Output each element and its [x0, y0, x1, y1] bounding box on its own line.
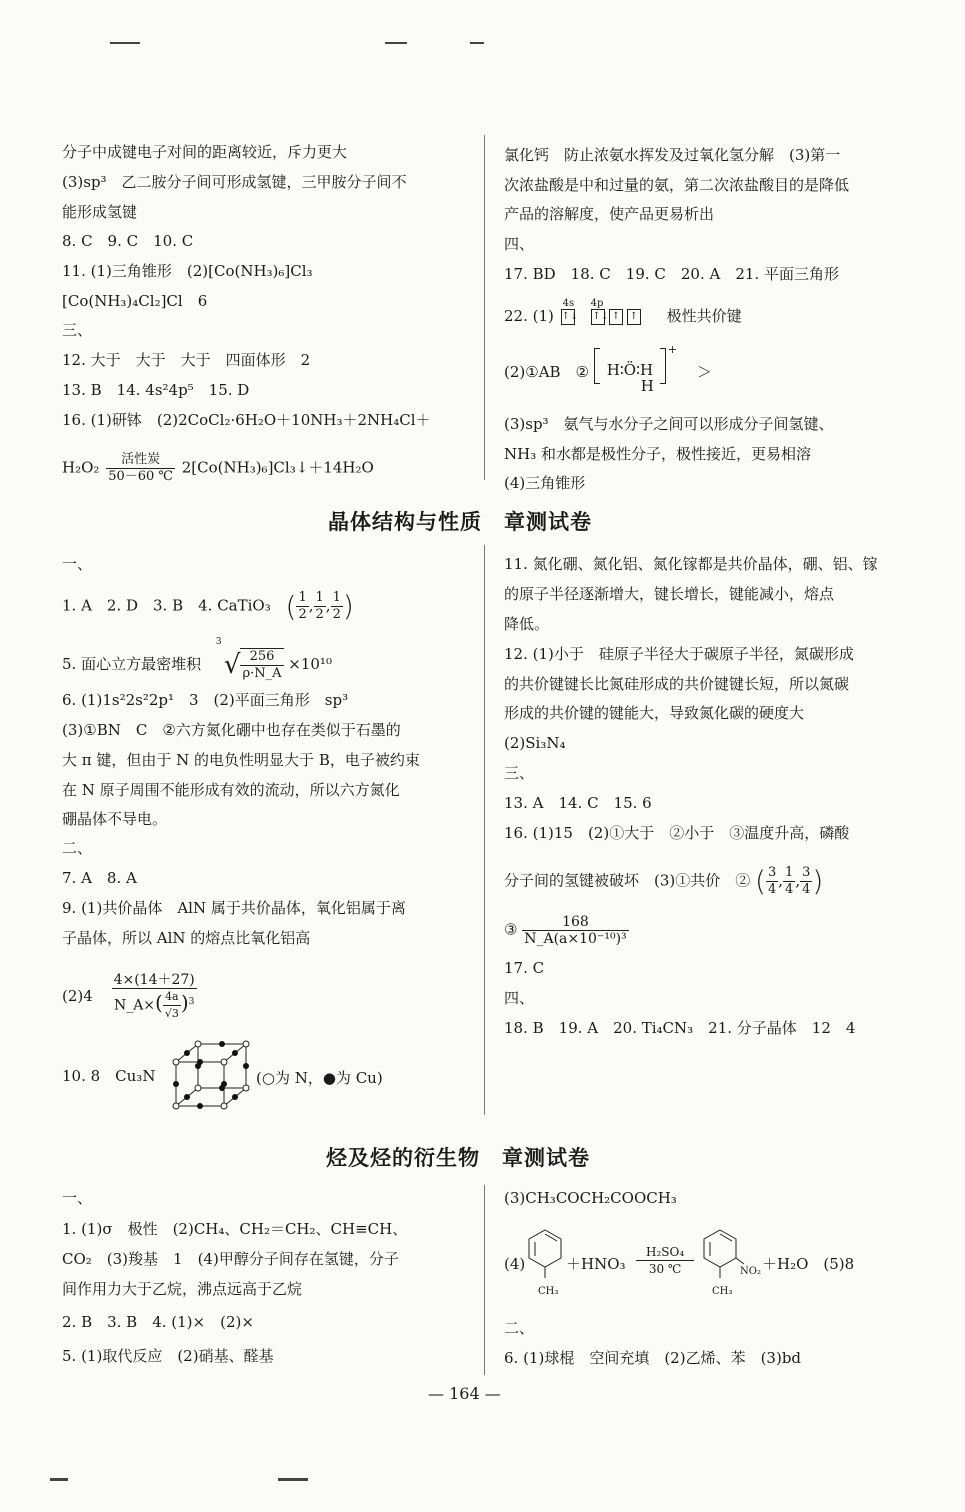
- answer-text: (2)①AB ②: [504, 363, 589, 381]
- text-line: 17. BD 18. C 19. C 20. A 21. 平面三角形: [504, 265, 839, 283]
- reactant: H₂O₂: [62, 458, 100, 477]
- section-marker: 三、: [504, 764, 535, 782]
- numerator: 256: [240, 649, 283, 666]
- text-line: 6. (1)1s²2s²2p¹ 3 (2)平面三角形 sp³: [62, 691, 349, 709]
- legend-note: (○为 N，●为 Cu): [256, 1069, 383, 1087]
- text-line: 能形成氢键: [62, 203, 138, 221]
- text-line: 间作用力大于乙烷，沸点远高于乙烷: [62, 1280, 303, 1298]
- section-title: 晶体结构与性质 章测试卷: [328, 509, 592, 534]
- comparison: ＞: [696, 363, 712, 381]
- column-divider: [484, 545, 485, 1115]
- text-line: 1. A 2. D 3. B 4. CaTiO₃ ( $\frac{1}{2}$ , $\frac{1}{2}$ , $\frac{1}{2}$ ): [62, 589, 354, 623]
- section-marker: 一、: [62, 555, 93, 573]
- text-line: (3)sp³ 乙二胺分子间可形成氢键，三甲胺分子间不: [62, 173, 407, 191]
- scan-mark: [278, 1478, 308, 1481]
- text-line: [62, 637, 332, 682]
- scan-mark: [470, 42, 484, 44]
- answer-text: 5. 面心立方最密堆积: [62, 655, 202, 673]
- text-line: 13. B 14. 4s²4p⁵ 15. D: [62, 381, 250, 399]
- answer-text: ③: [504, 920, 518, 939]
- orbital-label: 4p: [590, 298, 604, 309]
- catalyst: H₂SO₄: [636, 1244, 694, 1261]
- section-marker: 四、: [504, 235, 535, 253]
- ion-charge: +: [667, 343, 678, 356]
- bond-type: 极性共价键: [666, 307, 742, 325]
- orbital-box: ↑↓: [561, 309, 575, 325]
- orbital-boxes: [561, 298, 640, 326]
- text-line: 的共价键键长比氮硅形成的共价键键长短，所以氮碳: [504, 675, 850, 693]
- lewis-bracket: [594, 343, 678, 395]
- text-line: 5. (1)取代反应 (2)硝基、醛基: [62, 1347, 274, 1365]
- section-marker: 四、: [504, 989, 535, 1007]
- text-line: CO₂ (3)羧基 1 (4)甲醇分子间存在氢键，分子: [62, 1250, 399, 1268]
- text-line: 9. (1)共价晶体 AlN 属于共价晶体，氧化铝属于离: [62, 899, 406, 917]
- reagent: ＋HNO₃: [566, 1255, 626, 1273]
- text-line: 子晶体，所以 AlN 的熔点比氧化铝高: [62, 929, 311, 947]
- text-line: 氯化钙 防止浓氨水挥发及过氧化氢分解 (3)第一: [504, 146, 841, 164]
- text-line: (3)sp³ 氨气与水分子之间可以形成分子间氢键、: [504, 415, 834, 433]
- text-line: NH₃ 和水都是极性分子，极性接近，更易相溶: [504, 445, 811, 463]
- density-formula: 4×(14＋27) N_A×( $\frac{4a}{√3}$ )$^3$: [113, 972, 195, 1020]
- text-line: 16. (1)15 (2)①大于 ②小于 ③温度升高，磷酸: [504, 824, 850, 842]
- scan-mark: [110, 42, 140, 44]
- text-line: 的原子半径逐渐增大，键长增长，键能减小，熔点: [504, 585, 835, 603]
- text-line: 降低。: [504, 615, 550, 633]
- denominator: ρ·N_A: [242, 666, 282, 681]
- density-formula: [522, 914, 628, 947]
- text-line: 硼晶体不导电。: [62, 810, 168, 828]
- product: ＋H₂O (5)8: [762, 1255, 855, 1273]
- text-line: 大 π 键，但由于 N 的电负性明显大于 B，电子被约束: [62, 751, 420, 769]
- orbital-box: ↑: [627, 309, 641, 325]
- lewis-hydrogen: H: [640, 377, 654, 395]
- text-line: 1. (1)σ 极性 (2)CH₄、CH₂＝CH₂、CH≡CH、: [62, 1220, 408, 1238]
- crystal-cell-diagram: [170, 1040, 260, 1112]
- root-index: 3: [215, 637, 222, 647]
- orbital-diagram-line: [504, 298, 742, 326]
- temperature: 50－60 ℃: [108, 469, 173, 484]
- text-line: 形成的共价键的键能大，导致氮化碳的硬度大: [504, 704, 805, 722]
- text-line: (4)三角锥形: [504, 474, 586, 492]
- product: 2[Co(NH₃)₆]Cl₃↓＋14H₂O: [181, 458, 374, 477]
- text-line: 8. C 9. C 10. C: [62, 232, 194, 250]
- section-marker: 三、: [62, 321, 93, 339]
- column-divider: [484, 135, 485, 480]
- denominator: N_A×: [113, 997, 156, 1014]
- section-title: 烃及烃的衍生物 章测试卷: [326, 1145, 590, 1170]
- nitro-label: NO₂: [740, 1266, 761, 1277]
- text-line: (3)①BN C ②六方氮化硼中也存在类似于石墨的: [62, 721, 401, 739]
- cube-root: 3 √ $\frac{256}{\rho\cdot N\_A}$: [224, 648, 284, 682]
- catalyst: 活性炭: [106, 452, 175, 469]
- section-marker: 二、: [504, 1319, 535, 1337]
- reaction-equation: [62, 452, 374, 485]
- multiplier: ×10¹⁰: [288, 655, 332, 673]
- text-line: 12. 大于 大于 大于 四面体形 2: [62, 351, 311, 369]
- text-line: 13. A 14. C 15. 6: [504, 794, 652, 812]
- text-line: 10. 8 Cu₃N: [62, 1067, 156, 1085]
- text-line: 分子中成键电子对间的距离较近，斥力更大: [62, 143, 348, 161]
- column-divider: [484, 1185, 485, 1375]
- reaction-equation: [504, 1254, 525, 1274]
- reaction-condition: [106, 452, 175, 485]
- answer-text: 1. A 2. D 3. B 4. CaTiO₃: [62, 596, 271, 615]
- text-line: 分子间的氢键被破坏 (3)①共价 ② ( $\frac{3}{4}$ , $\frac{1}{4}$ , $\frac{3}{4}$ ): [504, 864, 824, 898]
- page-number: — 164 —: [428, 1384, 501, 1403]
- question-number: 22. (1): [504, 307, 554, 325]
- text-line: 16. (1)研钵 (2)2CoCl₂·6H₂O＋10NH₃＋2NH₄Cl＋: [62, 411, 431, 429]
- orbital-box: ↑: [609, 309, 623, 325]
- section-marker: 二、: [62, 839, 93, 857]
- answer-text: (2)4: [62, 987, 93, 1005]
- text-line: 2. B 3. B 4. (1)× (2)×: [62, 1313, 254, 1331]
- text-line: (2)Si₃N₄: [504, 734, 566, 752]
- formula-line: [62, 972, 197, 1022]
- orbital-label: 4s: [562, 298, 575, 309]
- answer-text: 分子间的氢键被破坏 (3)①共价 ②: [504, 871, 751, 890]
- text-line: 7. A 8. A: [62, 869, 137, 887]
- text-line: 12. (1)小于 硅原子半径大于碳原子半径，氮碳形成: [504, 645, 854, 663]
- numerator: 168: [522, 914, 628, 931]
- lewis-structure-line: [504, 343, 712, 395]
- formula-line: [504, 914, 629, 947]
- text-line: 次浓盐酸是中和过量的氨，第二次浓盐酸目的是降低: [504, 176, 850, 194]
- methyl-label: CH₃: [538, 1286, 559, 1297]
- numerator: 4×(14＋27): [113, 972, 195, 988]
- text-line: (3)CH₃COCH₂COOCH₃: [504, 1189, 677, 1207]
- answer-text: (4): [504, 1255, 526, 1273]
- denominator: N_A(a×10⁻¹⁰)³: [524, 931, 627, 947]
- scan-mark: [50, 1478, 68, 1481]
- reaction-condition: [636, 1244, 694, 1277]
- text-line: 在 N 原子周围不能形成有效的流动，所以六方氮化: [62, 781, 400, 799]
- lewis-core: H∶Ö∶H: [606, 361, 654, 379]
- text-line: 11. 氮化硼、氮化铝、氮化镓都是共价晶体，硼、铝、镓: [504, 555, 878, 573]
- text-line: 18. B 19. A 20. Ti₄CN₃ 21. 分子晶体 12 4: [504, 1019, 856, 1037]
- orbital-box: ↑↓: [591, 309, 605, 325]
- text-line: [Co(NH₃)₄Cl₂]Cl 6: [62, 292, 208, 310]
- page-number-value: 164: [449, 1384, 480, 1403]
- section-marker: 一、: [62, 1189, 93, 1207]
- text-line: 17. C: [504, 959, 545, 977]
- methyl-label: CH₃: [712, 1286, 733, 1297]
- temperature: 30 ℃: [648, 1262, 682, 1276]
- scan-mark: [385, 42, 407, 44]
- text-line: 11. (1)三角锥形 (2)[Co(NH₃)₆]Cl₃: [62, 262, 313, 280]
- text-line: 产品的溶解度，使产品更易析出: [504, 205, 715, 223]
- text-line: 6. (1)球棍 空间充填 (2)乙烯、苯 (3)bd: [504, 1349, 802, 1367]
